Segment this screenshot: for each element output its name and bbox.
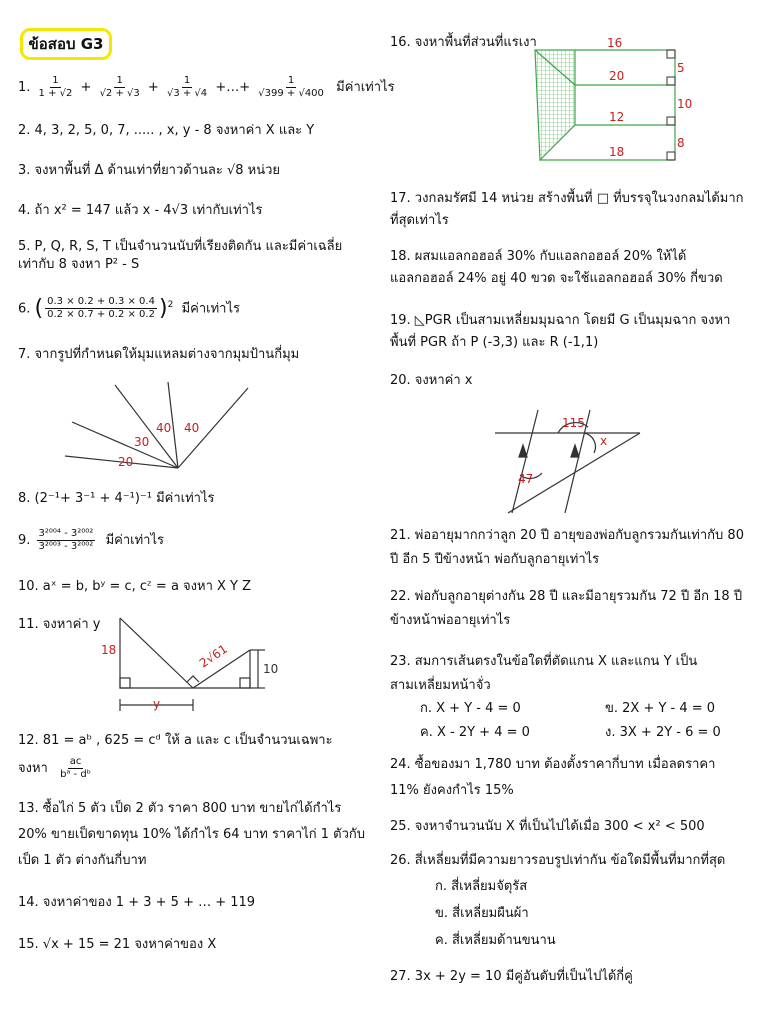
- length-label: 10: [263, 662, 279, 676]
- angles-figure: [60, 380, 260, 480]
- shaded-area-figure: [525, 30, 705, 170]
- question-19: 19. ◺PGR เป็นสามเหลี่ยมมุมฉาก โดยมี G เป็นมุมฉาก จงหาพื้นที่ PGR ถ้า P (-3,3) และ R (-1,1): [390, 313, 731, 350]
- angle-label: x: [600, 434, 608, 448]
- outline: [120, 618, 250, 688]
- option: ค. สี่เหลี่ยมด้านขนาน: [435, 933, 556, 948]
- question-20: 20. จงหาค่า x: [390, 373, 473, 388]
- y-figure: [95, 610, 295, 720]
- length-label: 20: [609, 69, 625, 83]
- question-16: 16. จงหาพื้นที่ส่วนที่แรเงา: [390, 35, 537, 50]
- angle-label: 20: [118, 455, 134, 469]
- option: ก. สี่เหลี่ยมจัตุรัส: [435, 879, 528, 894]
- question-21: 21. พ่ออายุมากกว่าลูก 20 ปี อายุของพ่อกับลูกรวมกันเท่ากับ 80 ปี อีก 5 ปีข้างหน้า พ่อกับลูกอายุเท่าไร: [390, 528, 744, 567]
- question-10: 10. aˣ = b, bʸ = c, cᶻ = a จงหา X Y Z: [18, 579, 252, 594]
- length-label: 10: [677, 97, 693, 111]
- question-8: 8. (2⁻¹+ 3⁻¹ + 4⁻¹)⁻¹ มีค่าเท่าไร: [18, 491, 215, 506]
- length-label: 16: [607, 36, 623, 50]
- option: ค. X - 2Y + 4 = 0: [420, 725, 530, 740]
- angle-label: 47: [518, 472, 534, 486]
- question-9: 9. $\frac{\text{3²⁰⁰⁴ - 3²⁰⁰²}}{\text{3²⁰⁰³ - 3²⁰⁰²}}$ มีค่าเท่าไร: [18, 528, 164, 552]
- angle-label: 30: [134, 435, 150, 449]
- question-15: 15. √x + 15 = 21 จงหาค่าของ X: [18, 937, 217, 952]
- question-11: 11. จงหาค่า y: [18, 617, 101, 632]
- angle-label: 40: [156, 421, 172, 435]
- question-3: 3. จงหาพื้นที่ Δ ด้านเท่าที่ยาวด้านละ √8 หน่วย: [18, 163, 281, 178]
- diagonal: [120, 618, 193, 688]
- length-label: 5: [677, 61, 685, 75]
- option: ข. 2X + Y - 4 = 0: [605, 701, 716, 716]
- length-label: 18: [101, 643, 117, 657]
- question-22: 22. พ่อกับลูกอายุต่างกัน 28 ปี และมีอายุรวมกัน 72 ปี อีก 18 ปีข้างหน้าพ่ออายุเท่าไร: [390, 589, 743, 628]
- right-angle-mark: [120, 678, 130, 688]
- angle-label: 115: [562, 416, 585, 430]
- question-27: 27. 3x + 2y = 10 มีคู่อันดับที่เป็นไปได้กี่คู่: [390, 969, 633, 984]
- question-26: 26. สี่เหลี่ยมที่มีความยาวรอบรูปเท่ากัน ข้อใดมีพื้นที่มากที่สุด ก. สี่เหลี่ยมจัตุรัส ข. สี่เหลี่ยมผืนผ้า ค. สี่เหลี่ยมด้านขนาน: [390, 853, 726, 948]
- question-25: 25. จงหาจำนวนนับ X ที่เป็นไปได้เมื่อ 300 < x² < 500: [390, 819, 705, 834]
- length-label: 18: [609, 145, 625, 159]
- question-2: 2. 4, 3, 2, 5, 0, 7, ..... , x, y - 8 จงหาค่า X และ Y: [18, 123, 315, 138]
- angle-label: 40: [184, 421, 200, 435]
- question-17: 17. วงกลมรัศมี 14 หน่วย สร้างพื้นที่ □ ที่บรรจุในวงกลมได้มากที่สุดเท่าไร: [390, 191, 744, 228]
- option: ก. X + Y - 4 = 0: [420, 701, 521, 716]
- length-label: 12: [609, 110, 625, 124]
- question-24: 24. ซื้อของมา 1,780 บาท ต้องตั้งราคากี่บาท เมื่อลดราคา 11% ยังคงกำไร 15%: [390, 757, 716, 798]
- question-4: 4. ถ้า x² = 147 แล้ว x - 4√3 เท่ากับเท่าไร: [18, 203, 263, 218]
- question-7: 7. จากรูปที่กำหนดให้มุมแหลมต่างจากมุมป้านกี่มุม: [18, 347, 300, 362]
- question-13: 13. ซื้อไก่ 5 ตัว เป็ด 2 ตัว ราคา 800 บาท ขายไก่ได้กำไร 20% ขายเป็ดขาดทุน 10% ได้กำไร 64 บาท ราคาไก่ 1 ตัวกับเป็ด 1 ตัว ต่างกันกี่บาท: [18, 801, 366, 868]
- length-label: 2√61: [196, 641, 231, 671]
- right-angle-mark: [187, 676, 199, 682]
- exam-title: ข้อสอบ G3: [20, 28, 112, 60]
- question-23: 23. สมการเส้นตรงในข้อใดที่ตัดแกน X และแกน Y เป็นสามเหลี่ยมหน้าจั่ว ก. X + Y - 4 = 0 ข. 2X + Y - 4 = 0 ค. X - 2Y + 4 = 0 ง. 3X + 2Y - 6 = 0: [390, 654, 721, 740]
- question-14: 14. จงหาค่าของ 1 + 3 + 5 + … + 119: [18, 895, 256, 910]
- shaded-region: [535, 50, 575, 160]
- option: ง. 3X + 2Y - 6 = 0: [605, 725, 721, 740]
- question-1: 1. $\frac{1}{1 + √2}$ + $\frac{1}{√2 + √3}$ + $\frac{1}{√3 + √4}$ +…+ $\frac{1}{√399 + √400}$ มีค่าเท่าไร: [18, 75, 395, 99]
- length-label: 8: [677, 136, 685, 150]
- right-angle-mark: [240, 678, 250, 688]
- option: ข. สี่เหลี่ยมผืนผ้า: [435, 906, 529, 921]
- question-6: 6. ( $\frac{0.3 \times 0.2 + 0.3 \times 0.4}{0.2 \times 0.7 + 0.2 \times 0.2}$ )$^2$ มีค่าเท่าไร: [18, 295, 240, 321]
- question-12: 12. 81 = aᵇ , 625 = cᵈ ให้ a และ c เป็นจำนวนเฉพาะ จงหา $\frac{ac}{\text{bᵃ - dᵇ}}$: [18, 733, 333, 780]
- question-18: 18. ผสมแอลกอฮอล์ 30% กับแอลกอฮอล์ 20% ให้ได้แอลกอฮอล์ 24% อยู่ 40 ขวด จะใช้แอลกอฮอล์ 30% กี่ขวด: [390, 249, 723, 286]
- length-label: y: [153, 697, 161, 711]
- question-5: 5. P, Q, R, S, T เป็นจำนวนนับที่เรียงติดกัน และมีค่าเฉลี่ย เท่ากับ 8 จงหา P² - S: [18, 239, 343, 272]
- parallel-lines-figure: [490, 405, 650, 517]
